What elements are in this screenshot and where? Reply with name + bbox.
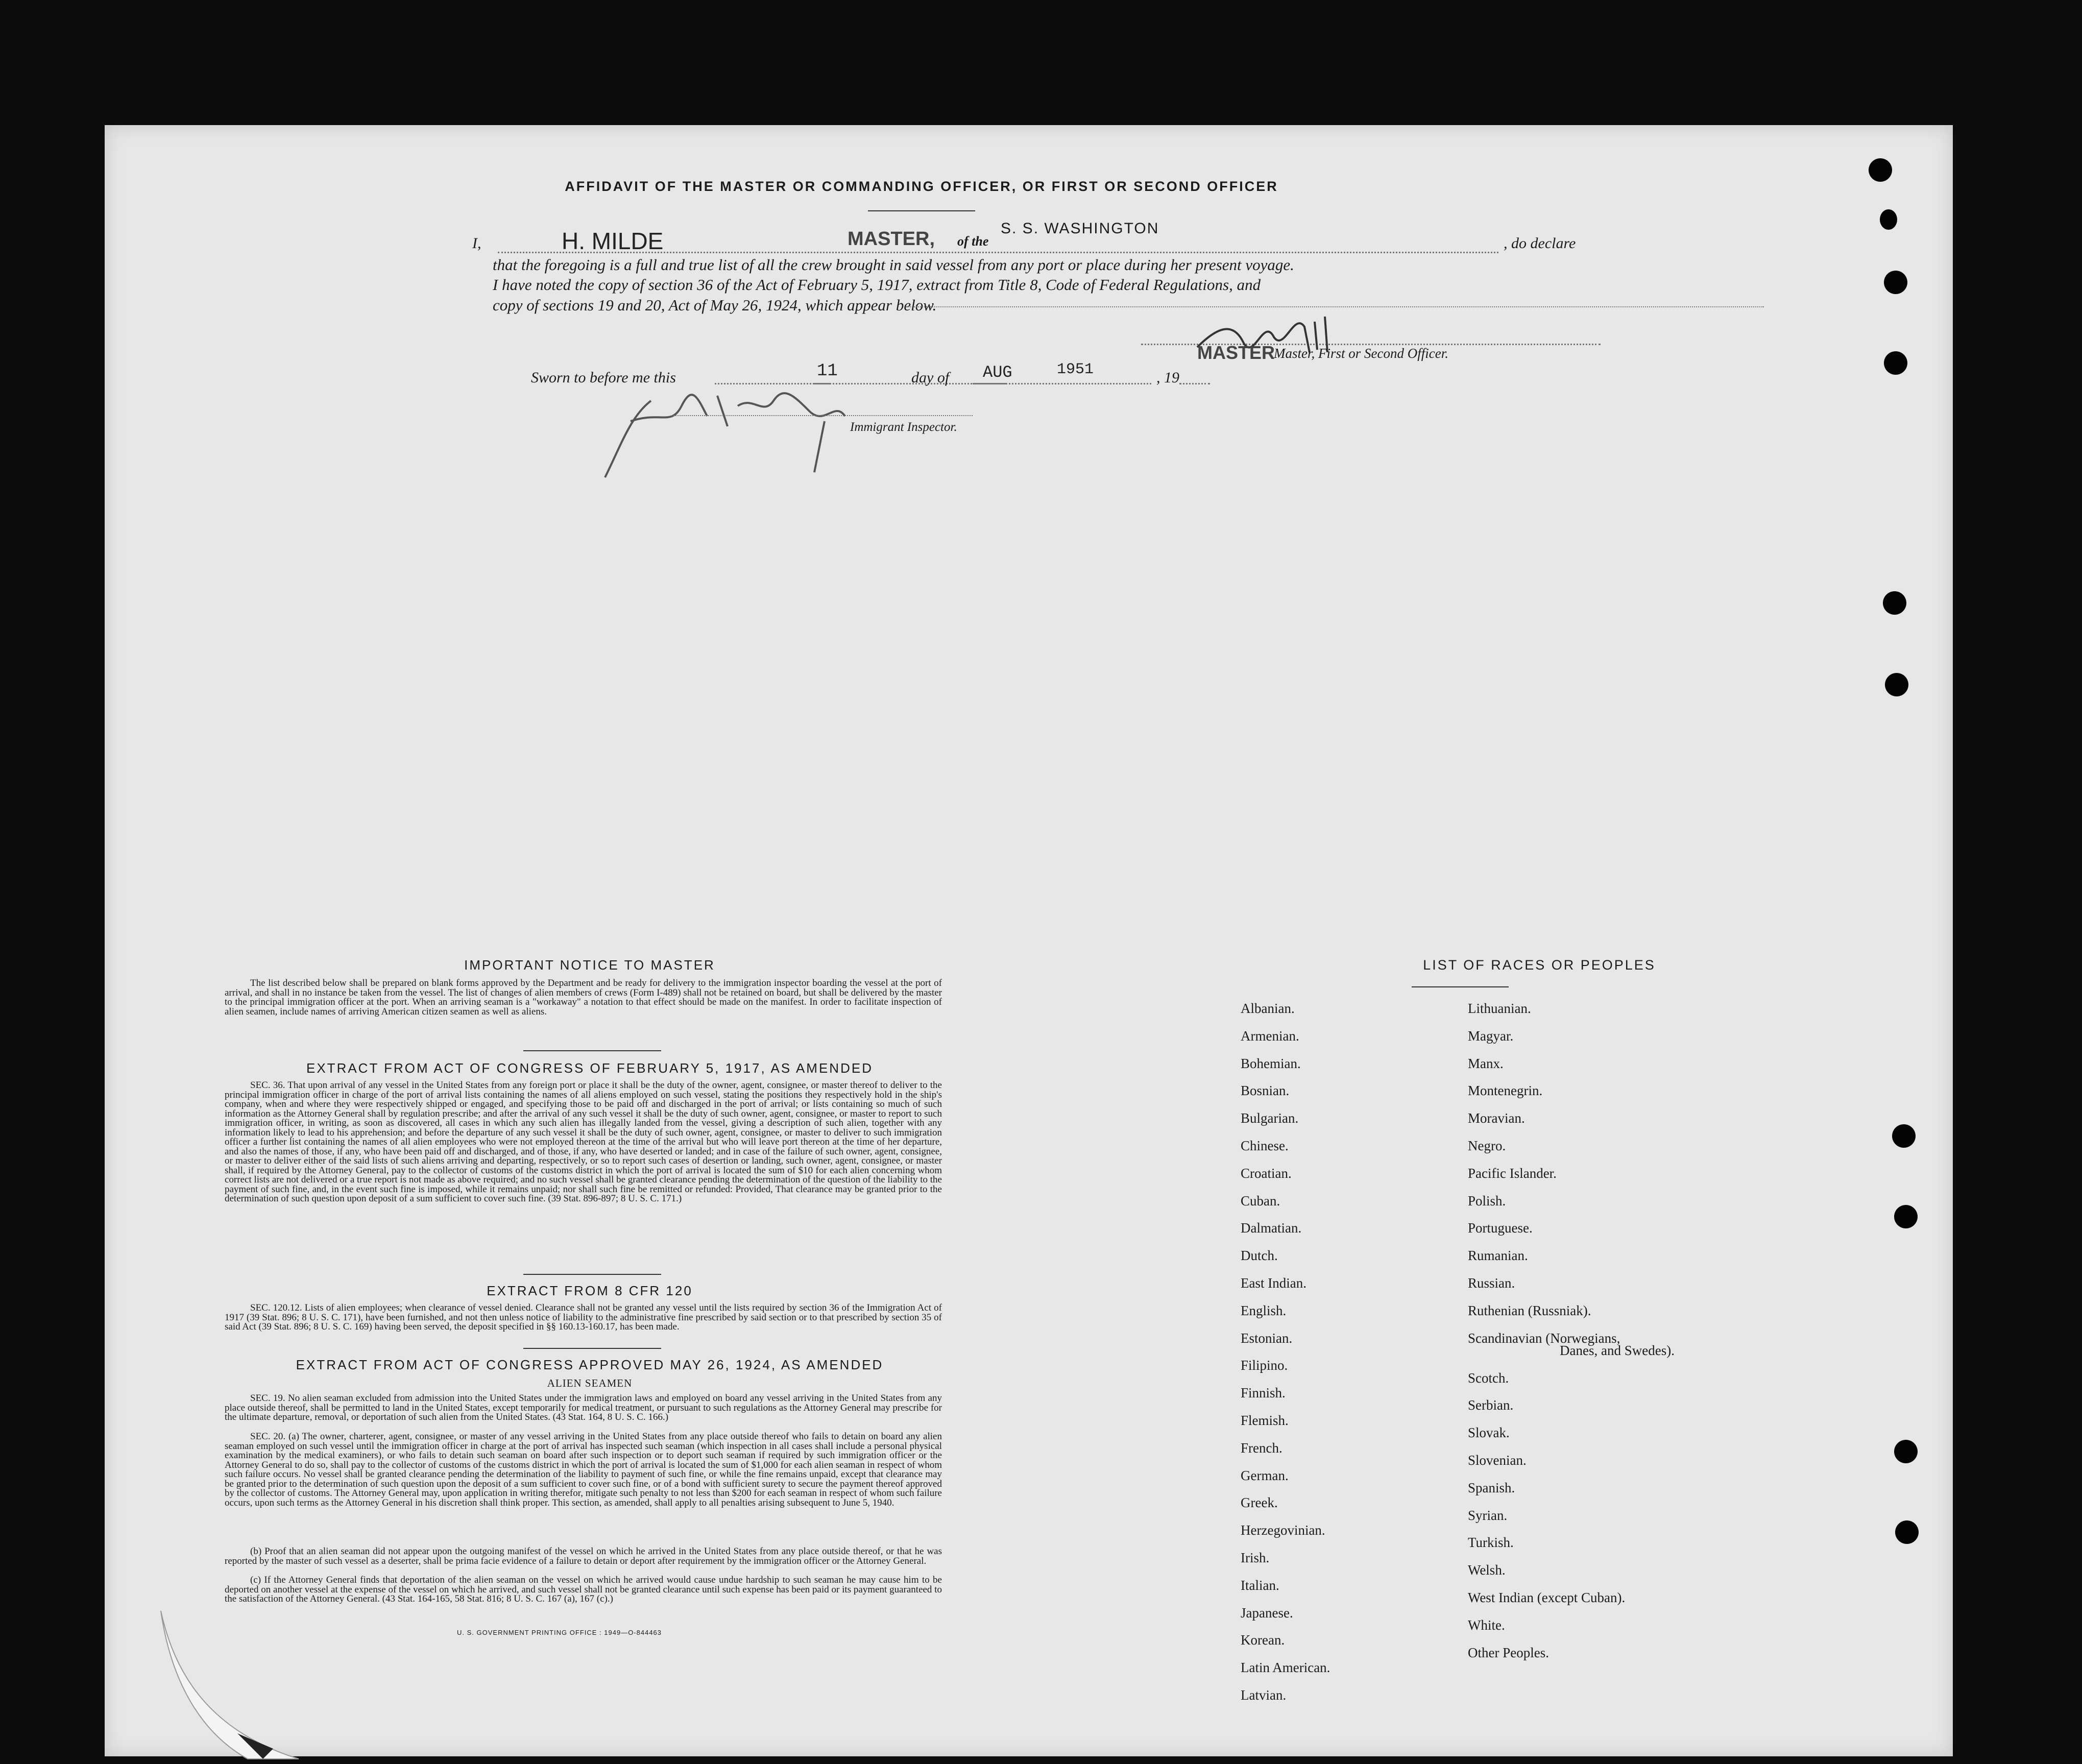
race-item: Turkish. (1468, 1535, 1514, 1551)
binder-hole (1894, 1440, 1918, 1463)
affidavit-line-3: I have noted the copy of section 36 of the Act of February 5, 1917, extract from Title 8, Code of Federal Regulations, and (493, 276, 1261, 294)
race-item: Slovenian. (1468, 1453, 1527, 1468)
sec-20a-text: SEC. 20. (a) The owner, charterer, agent, consignee, or master of any vessel arriving in the United States from any place outside thereof who fails to detain on board any alien seaman employed on such vessel until the immigration officer in charge at the port of arrival has inspected such seaman (which inspection in all cases shall include a personal physical examination by the medical examiners), or who fails to detain such seaman on board after such inspection or to deport such seaman if required by such immigration officer or the Attorney General to do so, shall pay to the collector of customs of the customs district in which the port of arrival is located the sum of $1,000 for each alien seaman in respect of whom such failure occurs. No vessel shall be granted clearance pending the determination of the liability to payment of such fine, or while the fine remains unpaid, except that clearance may be granted prior to the determination of such question upon the deposit of a sum sufficient to cover such fine, or of a bond with sufficient surety to secure the payment thereof approved by the collector of customs. The Attorney General may, upon application in writing therefor, mitigate such penalty to not less than $200 for each seaman in respect of whom such failure occurs, upon such terms as the Attorney General in his discretion shall think proper. This section, as amended, shall apply to all penalties arising subsequent to June 5, 1940. (225, 1431, 942, 1508)
master-stamp: MASTER (1197, 342, 1275, 363)
signer-caption: Master, First or Second Officer. (1274, 346, 1448, 361)
binder-hole (1894, 1205, 1918, 1228)
race-item: Danes, and Swedes). (1560, 1342, 1675, 1358)
race-item: Flemish. (1241, 1413, 1289, 1428)
binder-hole (1884, 351, 1907, 375)
race-item: Italian. (1241, 1577, 1279, 1593)
document-page (105, 125, 1953, 1756)
race-item: Japanese. (1241, 1605, 1293, 1621)
day-of-label: day of (911, 369, 950, 386)
race-item: Latin American. (1241, 1660, 1330, 1676)
race-item: Filipino. (1241, 1358, 1288, 1373)
affidavit-title: AFFIDAVIT OF THE MASTER OR COMMANDING OFFICER, OR FIRST OR SECOND OFFICER (565, 179, 1278, 194)
race-item: White. (1468, 1617, 1505, 1633)
race-item: Bulgarian. (1241, 1110, 1299, 1126)
affidavit-line-4: copy of sections 19 and 20, Act of May 26, 1924, which appear below. (493, 296, 937, 314)
year-prefix: , 19 (1156, 369, 1179, 386)
inspector-caption: Immigrant Inspector. (850, 420, 957, 434)
do-declare: , do declare (1504, 235, 1576, 252)
extract-8cfr-text: SEC. 120.12. Lists of alien employees; when clearance of vessel denied. Clearance shall not be granted any vessel until the lists required by section 36 of the Immigration Act of 1917 (39 Stat. 896; 8 U. S. C. 171), have been furnished, and not then unless notice of liability to the administrative fine prescribed by said section or to that prescribed by section 35 of said Act (39 Stat. 896; 8 U. S. C. 169) having been served, the deposit specified in §§ 160.13-160.17, has been made. (225, 1302, 942, 1332)
extract-1917-rule (523, 1274, 661, 1275)
binder-hole (1869, 158, 1892, 182)
extract-8cfr-title: EXTRACT FROM 8 CFR 120 (487, 1283, 693, 1298)
of-the-label: of the (957, 234, 989, 249)
binder-hole (1883, 591, 1906, 615)
race-item: Montenegrin. (1468, 1083, 1543, 1099)
race-item: Negro. (1468, 1138, 1506, 1153)
race-item: Pacific Islander. (1468, 1165, 1557, 1181)
sworn-label: Sworn to before me this (531, 369, 676, 386)
race-item: Cuban. (1241, 1193, 1280, 1209)
extract-1917-title: EXTRACT FROM ACT OF CONGRESS OF FEBRUARY 5, 1917, AS AMENDED (306, 1060, 873, 1076)
race-item: Albanian. (1241, 1001, 1295, 1016)
notice-title: IMPORTANT NOTICE TO MASTER (464, 957, 715, 973)
race-item: Irish. (1241, 1550, 1270, 1565)
sec-20c-text: (c) If the Attorney General finds that deportation of the alien seaman on the vessel on which he arrived would cause undue hardship to such seaman he may cause him to be deported on another vessel at the expense of the vessel on which he arrived, and such vessel shall not be granted clearance until such expense has been paid or its payment guaranteed to the satisfaction of the Attorney General. (43 Stat. 164-165, 58 Stat. 816; 8 U. S. C. 167 (a), 167 (c).) (225, 1575, 942, 1604)
race-item: Welsh. (1468, 1562, 1506, 1578)
race-item: Rumanian. (1468, 1248, 1528, 1264)
race-item: Latvian. (1241, 1687, 1287, 1703)
binder-hole (1880, 209, 1897, 230)
race-item: Scotch. (1468, 1370, 1509, 1386)
race-item: Dalmatian. (1241, 1220, 1302, 1236)
binder-hole (1884, 271, 1907, 294)
race-item: Polish. (1468, 1193, 1506, 1209)
race-item: Korean. (1241, 1632, 1285, 1648)
year-dots (1179, 383, 1210, 384)
race-item: Moravian. (1468, 1110, 1525, 1126)
race-item: Ruthenian (Russniak). (1468, 1302, 1591, 1318)
race-item: West Indian (except Cuban). (1468, 1590, 1626, 1605)
race-item: Lithuanian. (1468, 1001, 1531, 1016)
extract-8cfr-rule (523, 1348, 661, 1349)
race-item: French. (1241, 1440, 1282, 1456)
race-item: German. (1241, 1467, 1289, 1483)
month-dots (973, 383, 1151, 384)
master-name: H. MILDE (562, 228, 664, 254)
races-title: LIST OF RACES OR PEOPLES (1423, 957, 1656, 973)
race-item: Croatian. (1241, 1165, 1292, 1181)
race-item: Syrian. (1468, 1507, 1508, 1523)
inspector-signature (585, 350, 911, 482)
extract-1924-subtitle: ALIEN SEAMEN (547, 1377, 633, 1389)
race-item: Estonian. (1241, 1330, 1293, 1346)
binder-hole (1892, 1124, 1916, 1148)
race-item: English. (1241, 1302, 1287, 1318)
race-item: East Indian. (1241, 1275, 1306, 1291)
month-value: AUG (983, 363, 1012, 382)
race-item: Scandinavian (Norwegians, (1468, 1330, 1620, 1346)
race-item: Manx. (1468, 1055, 1504, 1071)
race-item: Portuguese. (1468, 1220, 1533, 1236)
i-label: I, (472, 235, 481, 252)
line1-dots (498, 252, 1498, 253)
title-rule (868, 210, 975, 211)
inspector-signature-line (671, 415, 973, 416)
race-item: Magyar. (1468, 1028, 1514, 1044)
race-item: Bohemian. (1241, 1055, 1301, 1071)
page-curl (146, 1580, 360, 1764)
races-rule (1412, 986, 1509, 987)
rank-stamp: MASTER, (848, 228, 935, 250)
year-value: 1951 (1057, 361, 1094, 378)
binder-hole (1895, 1520, 1919, 1544)
race-item: Russian. (1468, 1275, 1515, 1291)
race-item: Other Peoples. (1468, 1645, 1549, 1660)
race-item: Spanish. (1468, 1480, 1515, 1495)
sec-19-text: SEC. 19. No alien seaman excluded from admission into the United States under the immigration laws and employed on board any vessel arriving in the United States from any place outside thereof, shall be permitted to land in the United States, except temporarily for medical treatment, or pursuant to such regulations as the Attorney General may prescribe for the ultimate departure, removal, or deportation of such alien from the United States. (43 Stat. 164, 8 U. S. C. 166.) (225, 1393, 942, 1422)
race-item: Greek. (1241, 1495, 1278, 1511)
sec-20b-text: (b) Proof that an alien seaman did not appear upon the outgoing manifest of the vessel on which he arrived in the United States from any place outside thereof, or that he was reported by the master of such vessel as a deserter, shall be prima facie evidence of a failure to detain or deport after requirement by the immigration officer or the Attorney General. (225, 1546, 942, 1566)
race-item: Serbian. (1468, 1397, 1514, 1413)
notice-text: The list described below shall be prepared on blank forms approved by the Department and be ready for delivery to the immigration inspector boarding the vessel at the port of arrival, and shall in no instance be taken from the vessel. The list of changes of alien members of crews (Form I-489) shall not be retained on board, but shall be delivered by the master to the principal immigration officer at the port. When an arriving seaman is a "workaway" a notation to that effect should be made on the manifest. In order to facilitate inspection of alien seamen, include names of arriving American citizen seamen as well as aliens. (225, 978, 942, 1017)
race-item: Herzegovinian. (1241, 1523, 1325, 1538)
binder-hole (1885, 673, 1908, 696)
race-item: Chinese. (1241, 1138, 1289, 1153)
race-item: Slovak. (1468, 1425, 1510, 1441)
race-item: Armenian. (1241, 1028, 1299, 1044)
vessel-name: S. S. WASHINGTON (1001, 220, 1159, 237)
notice-rule (523, 1050, 661, 1051)
printer-line: U. S. GOVERNMENT PRINTING OFFICE : 1949—O-844463 (457, 1629, 662, 1636)
race-item: Finnish. (1241, 1385, 1286, 1401)
extract-1917-text: SEC. 36. That upon arrival of any vessel in the United States from any foreign port or place it shall be the duty of the owner, agent, consignee, or master thereof to deliver to the principal immigration officer in charge of the port of arrival lists containing the names of all aliens employed on such vessel, stating the positions they respectively hold in the ship's company, when and where they were respectively shipped or engaged, and specifying those to be paid off and discharged in the port of arrival; or lists containing so much of such information as the Attorney General shall by regulation prescribe; and after the arrival of any such vessel it shall be the duty of such owner, agent, consignee, or master to report to such immigration officer, in writing, as soon as discovered, all cases in which any such alien has illegally landed from the vessel, giving a description of such alien, together with any information likely to lead to his apprehension; and before the departure of any such vessel it shall be the duty of such owner, agent, consignee, or master to deliver to such immigration officer a further list containing the names of all alien employees who were not employed thereon at the time of the arrival but who will leave port thereon at the time of her departure, and also the names of those, if any, who have been paid off and discharged, and of those, if any, who have deserted or landed; and in case of the failure of such owner, agent, consignee, or master to deliver either of the said lists of such aliens arriving and departing, respectively, or so to report such cases of desertion or landing, such owner, agent, consignee, or master shall, if required by the Attorney General, pay to the collector of customs of the customs district in which the port of arrival is located the sum of $10 for each alien concerning whom correct lists are not delivered or a true report is not made as above required; and no such vessel shall be granted clearance pending the determination of the question of the liability to the payment of such fine, and, in the event such fine is imposed, while it remains unpaid; nor shall such fine be remitted or refunded: Provided, That clearance may be granted prior to the determination of such question upon deposit of a sum sufficient to cover such fine. (39 Stat. 896-897; 8 U. S. C. 171.) (225, 1080, 942, 1204)
affidavit-line-2: that the foregoing is a full and true list of all the crew brought in said vessel from any port or place during her present voyage. (493, 256, 1294, 274)
race-item: Dutch. (1241, 1248, 1278, 1264)
race-item: Bosnian. (1241, 1083, 1290, 1099)
day-value: 11 (817, 361, 838, 381)
extract-1924-title: EXTRACT FROM ACT OF CONGRESS APPROVED MAY 26, 1924, AS AMENDED (296, 1357, 884, 1372)
